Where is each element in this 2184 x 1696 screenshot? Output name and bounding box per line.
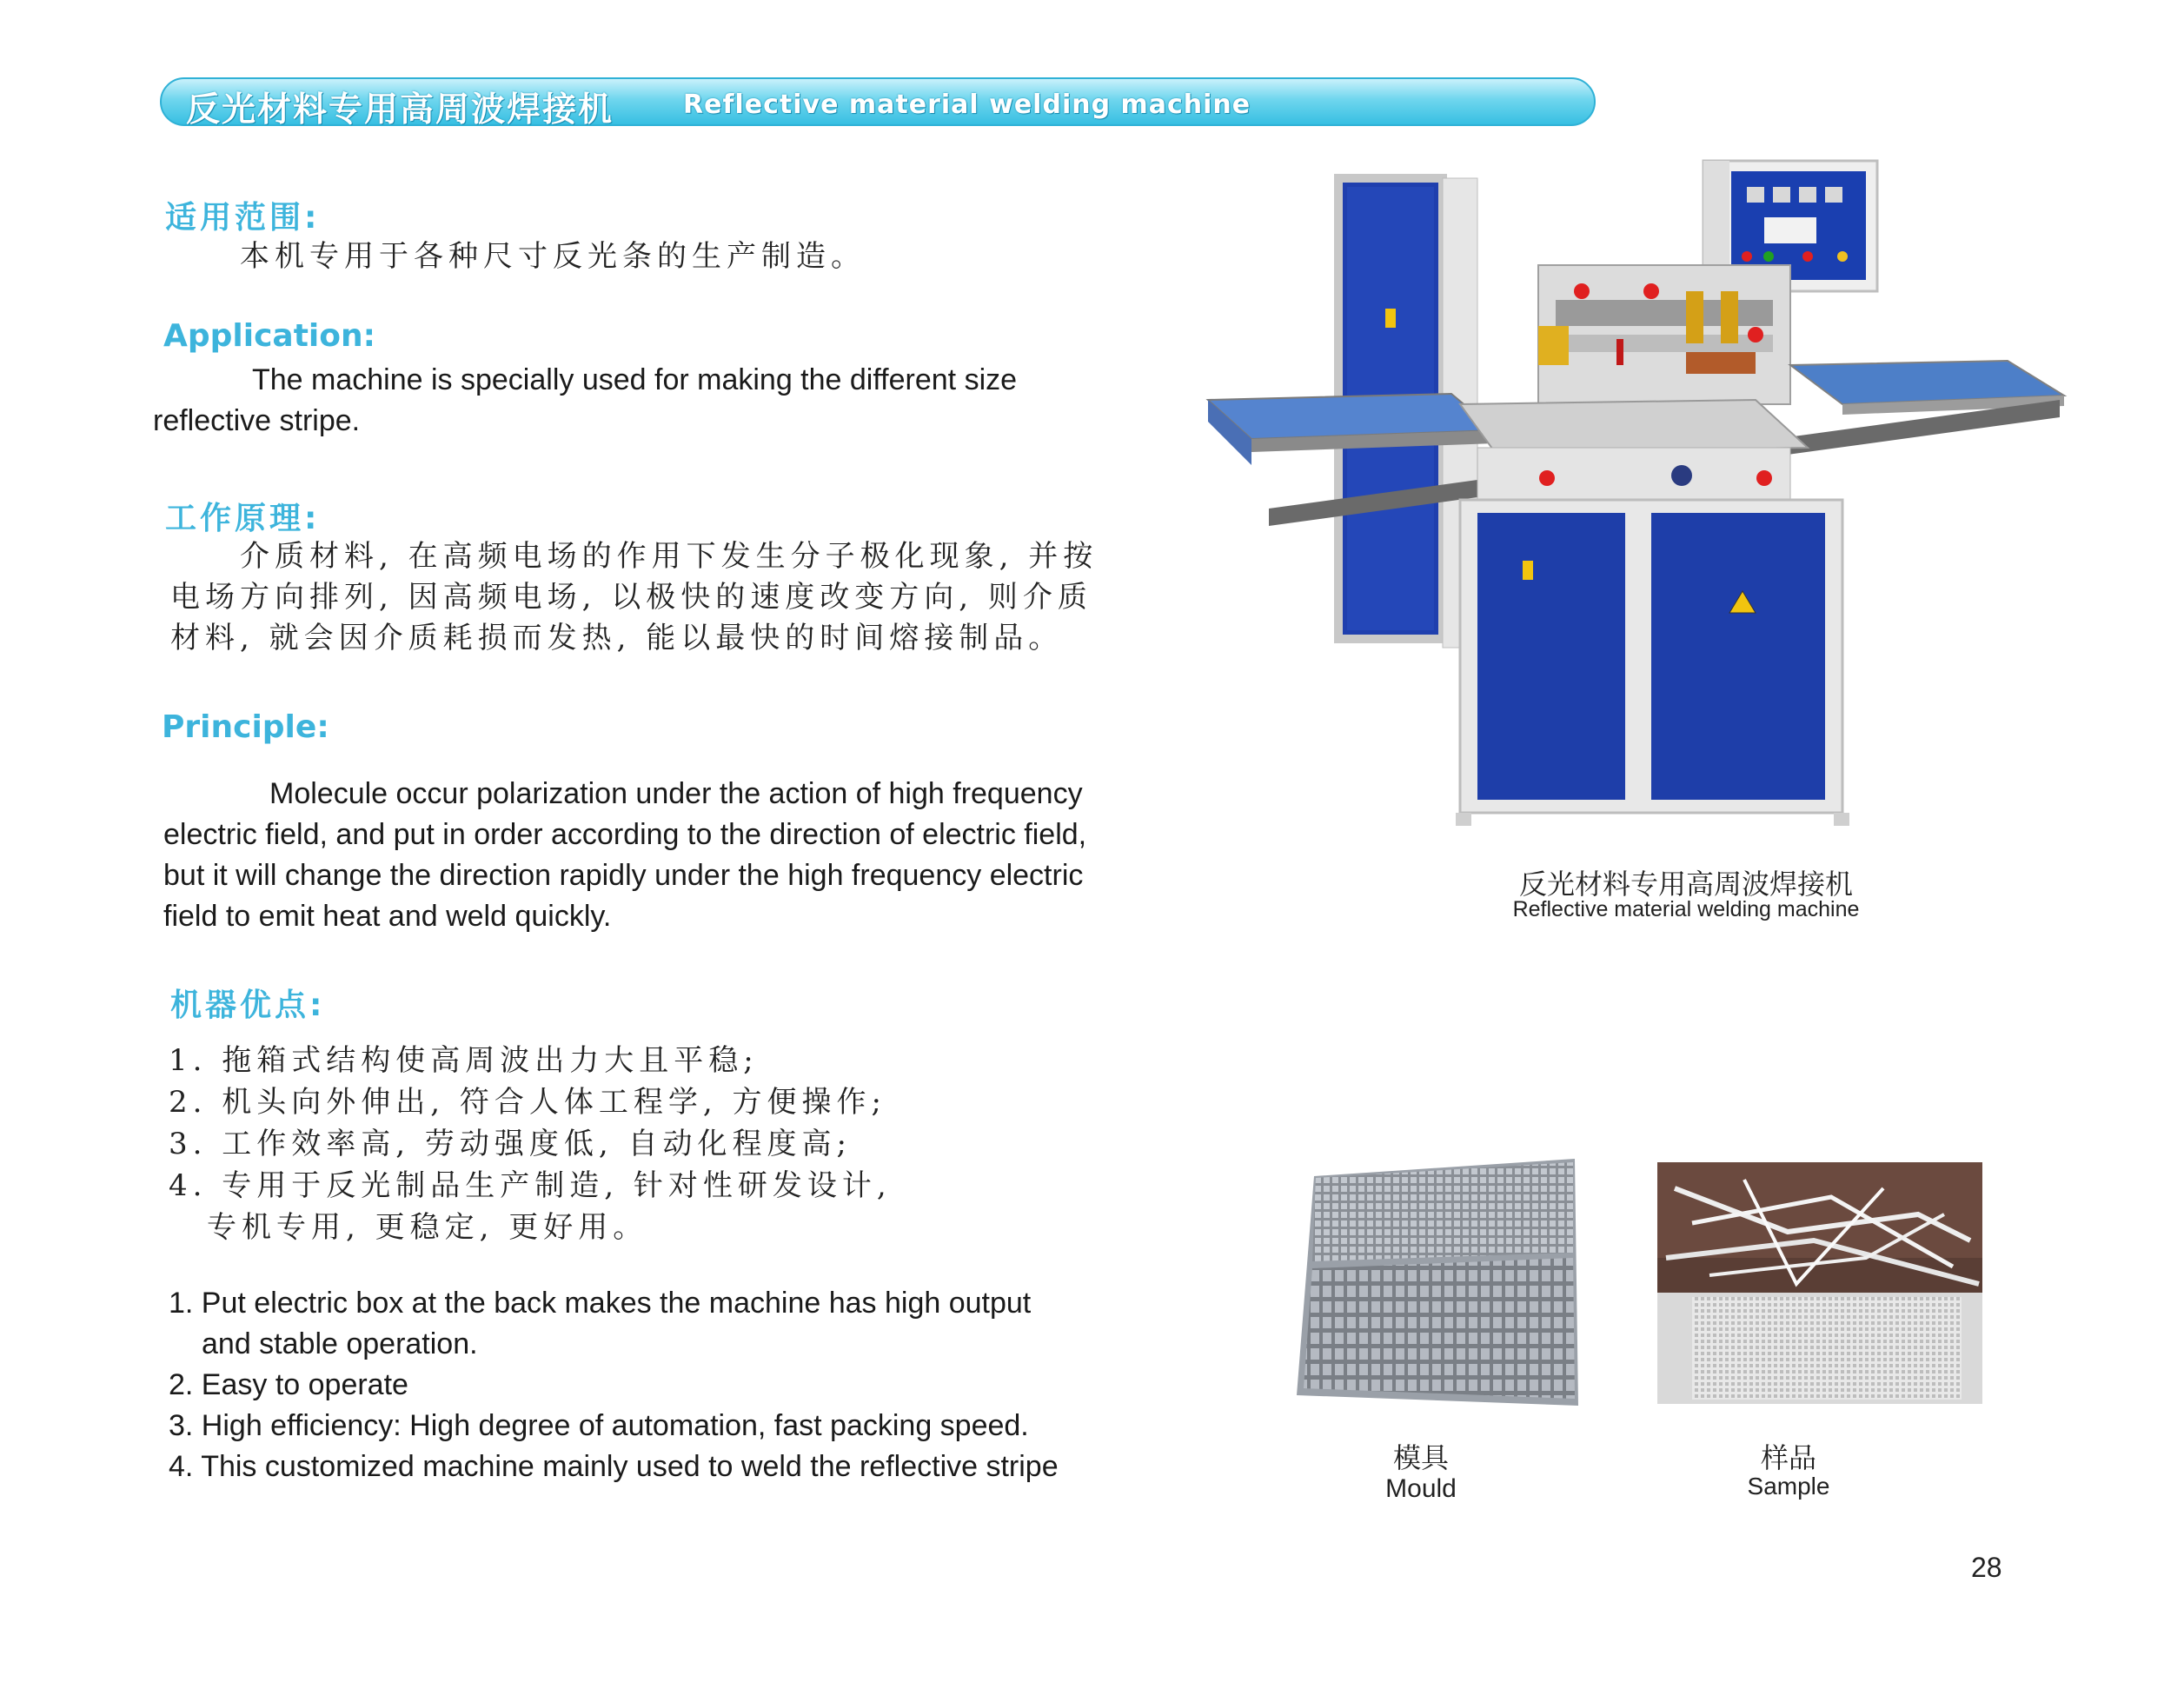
scope-heading: 适用范围: [165,200,321,236]
advantage-item-cn: 专机专用, 更稳定, 更好用。 [207,1210,648,1245]
application-line: The machine is specially used for making the different size [252,363,1018,396]
mould-caption-en: Mould [1385,1474,1457,1503]
page-number: 28 [1971,1552,2002,1583]
principle-line: Molecule occur polarization under the action of high frequency [269,777,1083,810]
principle-line: but it will change the direction rapidly under the high frequency electric [163,859,1084,892]
advantage-item-en: 2. Easy to operate [169,1368,408,1401]
principle-heading: Principle: [162,709,329,745]
advantage-item-cn: 3. 工作效率高, 劳动强度低, 自动化程度高; [169,1127,852,1161]
banner-title-en: Reflective material welding machine [683,90,1251,120]
sample-caption-en: Sample [1747,1473,1830,1500]
advantage-item-cn: 1. 拖箱式结构使高周波出力大且平稳; [169,1043,759,1078]
application-text [153,360,1017,442]
machine-caption-en: Reflective material welding machine [1512,897,1860,921]
advantages-list-en [169,1283,1059,1487]
scope-text: 本机专用于各种尺寸反光条的生产制造。 [240,239,866,274]
application-heading: Application: [163,318,376,354]
principle-line: electric field, and put in order according to the direction of electric field, [163,818,1087,851]
advantage-item-en: and stable operation. [202,1327,478,1360]
advantages-heading: 机器优点: [170,988,326,1023]
working-principle-line: 材料, 就会因介质耗损而发热, 能以最快的时间熔接制品。 [170,621,1064,655]
working-principle-line: 介质材料, 在高频电场的作用下发生分子极化现象, 并按 [240,539,1099,574]
title-banner [160,77,1596,130]
mould-caption-cn: 模具 [1392,1441,1449,1474]
sample-caption-cn: 样品 [1760,1441,1816,1474]
principle-line: field to emit heat and weld quickly. [163,900,612,933]
machine-caption-cn: 反光材料专用高周波焊接机 [1518,868,1853,901]
application-line: reflective stripe. [153,404,361,437]
machine-photo [1199,152,2068,826]
advantage-item-cn: 4. 专用于反光制品生产制造, 针对性研发设计, [169,1168,892,1203]
advantage-item-en: 3. High efficiency: High degree of automation, fast packing speed. [169,1409,1029,1442]
banner-title-cn: 反光材料专用高周波焊接机 [186,90,614,130]
advantages-list-cn [169,1040,892,1248]
advantage-item-en: 4. This customized machine mainly used to weld the reflective stripe [169,1450,1059,1483]
sample-photo [1657,1162,1982,1404]
advantage-item-cn: 2. 机头向外伸出, 符合人体工程学, 方便操作; [169,1085,886,1120]
principle-text [163,774,1086,937]
working-principle-heading: 工作原理: [165,501,321,536]
working-principle-text [170,536,1098,659]
mould-photo [1297,1159,1582,1406]
advantage-item-en: 1. Put electric box at the back makes the machine has high output [169,1287,1032,1320]
working-principle-line: 电场方向排列, 因高频电场, 以极快的速度改变方向, 则介质 [170,580,1092,615]
